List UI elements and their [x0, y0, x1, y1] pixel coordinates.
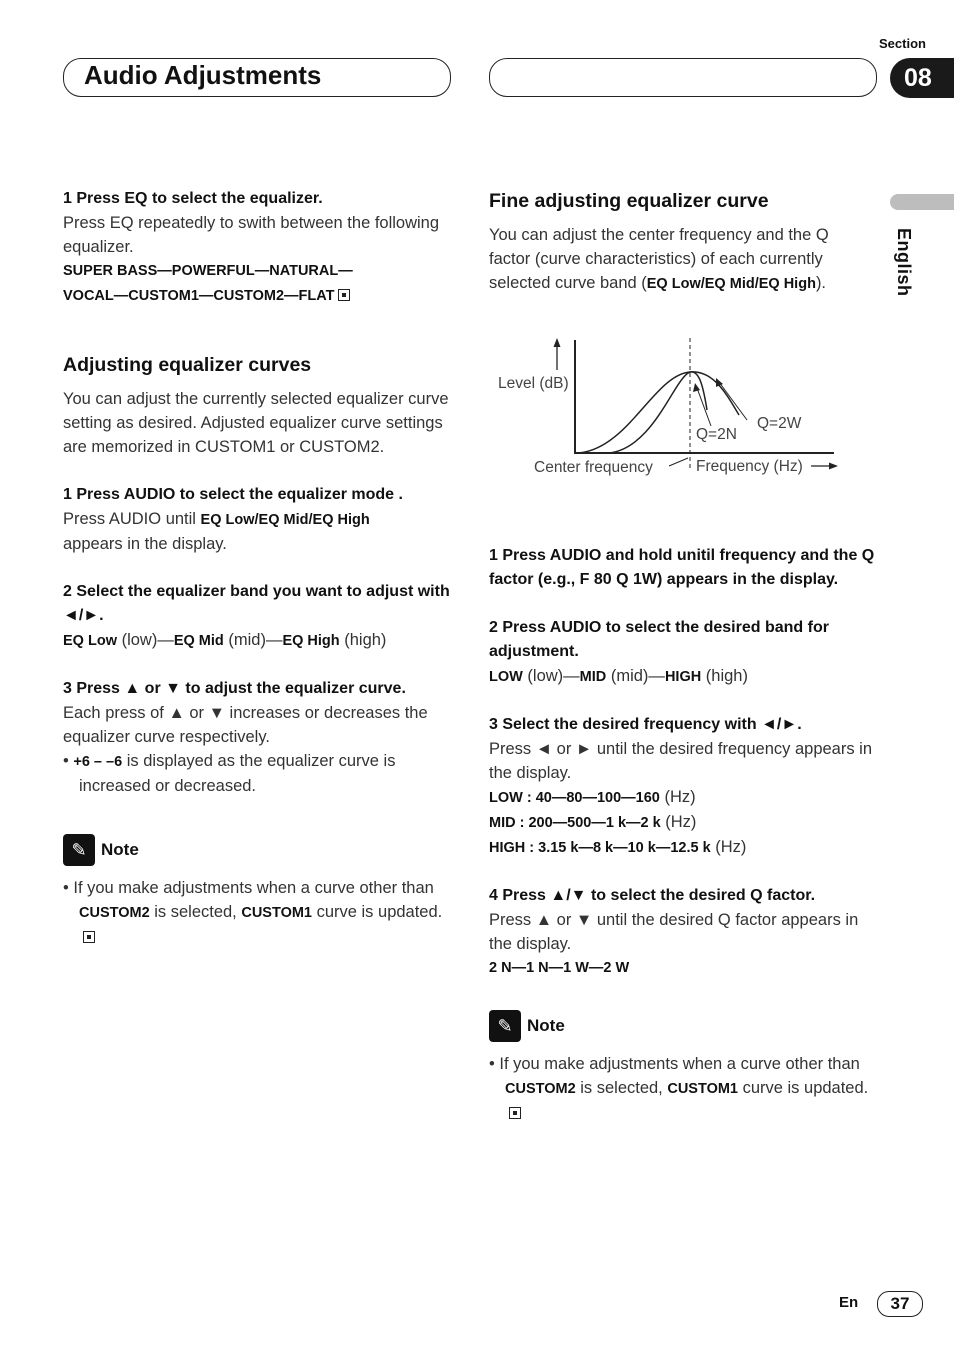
- eq-sequence-b: VOCAL—CUSTOM1—CUSTOM2—FLAT: [63, 288, 335, 304]
- freq-low-row: [489, 785, 877, 810]
- freq-low-values: LOW : 40—80—100—160: [489, 790, 660, 806]
- band-high: EQ High: [282, 633, 340, 649]
- fine-band-low-desc: (low)—: [522, 667, 580, 685]
- fine-band-sequence: [489, 664, 877, 689]
- note-pre-right: • If you make adjustments when a curve other than: [489, 1055, 860, 1073]
- bullet-mark: •: [63, 752, 74, 770]
- freq-high-values: HIGH : 3.15 k—8 k—10 k—12.5 k: [489, 840, 711, 856]
- right-column: [489, 189, 874, 296]
- right-column-steps: [489, 544, 877, 1125]
- eq-sequence-b-row: [63, 283, 455, 308]
- fine-band-mid: MID: [579, 669, 607, 685]
- note-header: [63, 834, 455, 866]
- band-high-desc: (high): [339, 631, 387, 649]
- freq-mid-values: MID : 200—500—1 k—2 k: [489, 815, 661, 831]
- note-pencil-icon: ✎: [489, 1010, 521, 1042]
- band-sequence: [63, 628, 455, 653]
- fine-post: ).: [815, 274, 827, 292]
- note-label: Note: [101, 840, 139, 859]
- adjust-step-1-text: [63, 507, 455, 532]
- adjusting-paragraph: You can adjust the currently selected equalizer curve setting as desired. Adjusted equalizer curve settings are memorized in CUSTOM1 or CUSTOM2.: [63, 390, 449, 456]
- note-pencil-icon: ✎: [63, 834, 95, 866]
- fine-step-4-text: Press ▲ or ▼ until the desired Q factor appears in the display.: [489, 911, 859, 953]
- note-text-right: [489, 1052, 877, 1125]
- hz-unit: (Hz): [659, 788, 696, 806]
- stop-icon: [83, 931, 95, 943]
- fine-bands: EQ Low/EQ Mid/EQ High: [646, 276, 816, 292]
- note-custom2-right: CUSTOM2: [505, 1081, 576, 1097]
- fine-step-2: 2 Press AUDIO to select the desired band for adjustment.: [489, 619, 829, 660]
- adjust-step-3: 3 Press ▲ or ▼ to adjust the equalizer curve.: [63, 680, 406, 697]
- hz-unit: (Hz): [660, 813, 697, 831]
- note-custom2: CUSTOM2: [79, 905, 150, 921]
- q2w-pointer: [719, 382, 747, 420]
- note-custom1-right: CUSTOM1: [667, 1081, 738, 1097]
- eq-curve-diagram: [489, 330, 869, 480]
- level-arrow-head: [554, 338, 561, 347]
- freq-arrow-head: [829, 463, 838, 470]
- q2n-arrow-head: [693, 383, 700, 392]
- heading-adjusting: Adjusting equalizer curves: [63, 354, 312, 376]
- freq-mid-row: [489, 810, 877, 835]
- fine-step-1: 1 Press AUDIO and hold unitil frequency and the Q factor (e.g., F 80 Q 1W) appears in the display.: [489, 547, 875, 588]
- note-custom1: CUSTOM1: [241, 905, 312, 921]
- adjust-step-1: 1 Press AUDIO to select the equalizer mode .: [63, 486, 403, 503]
- stop-icon: [509, 1107, 521, 1119]
- section-number: 08: [890, 58, 954, 98]
- center-pointer: [669, 458, 688, 466]
- freq-high-row: [489, 835, 877, 860]
- eq-step-1-text: Press EQ repeatedly to swith between the following equalizer.: [63, 214, 440, 256]
- band-low-desc: (low)—: [116, 631, 174, 649]
- fine-band-low: LOW: [489, 669, 523, 685]
- adjust-step-2: 2 Select the equalizer band you want to adjust with ◄/►.: [63, 583, 450, 624]
- eq-step-1: 1 Press EQ to select the equalizer.: [63, 190, 323, 207]
- range-value: +6 – –6: [73, 754, 123, 770]
- band-mid-desc: (mid)—: [223, 631, 283, 649]
- footer-lang: En: [839, 1294, 859, 1311]
- fine-step-4: 4 Press ▲/▼ to select the desired Q factor.: [489, 887, 816, 904]
- level-label: Level (dB): [498, 375, 569, 392]
- frequency-label: Frequency (Hz): [696, 458, 803, 475]
- adjust-step-3-bullet: [63, 749, 455, 798]
- eq-sequence-a: SUPER BASS—POWERFUL—NATURAL—: [63, 263, 353, 279]
- note-mid-right: is selected,: [575, 1079, 668, 1097]
- note-post: curve is updated.: [312, 903, 443, 921]
- narrow-curve: [609, 372, 707, 453]
- band-low: EQ Low: [63, 633, 117, 649]
- header-right-frame: [489, 58, 877, 97]
- fine-band-high: HIGH: [664, 669, 702, 685]
- stop-icon: [338, 289, 350, 301]
- adjust-step-1-modes: EQ Low/EQ Mid/EQ High: [200, 512, 370, 528]
- language-tab: [890, 194, 954, 210]
- adjust-step-3-text: Each press of ▲ or ▼ increases or decreases the equalizer curve respectively.: [63, 704, 428, 746]
- fine-step-3: 3 Select the desired frequency with ◄/►.: [489, 716, 802, 733]
- heading-fine: Fine adjusting equalizer curve: [489, 190, 769, 212]
- bullet-text: is displayed as the equalizer curve is increased or decreased.: [79, 752, 396, 795]
- left-column: [63, 187, 455, 949]
- note-post-right: curve is updated.: [738, 1079, 869, 1097]
- fine-band-mid-desc: (mid)—: [606, 667, 665, 685]
- q2w-label: Q=2W: [757, 415, 802, 432]
- note-label-right: Note: [527, 1016, 565, 1035]
- note-header-right: [489, 1010, 877, 1042]
- fine-paragraph: [489, 223, 874, 296]
- fine-band-high-desc: (high): [701, 667, 748, 685]
- adjust-step-1-pre: Press AUDIO until: [63, 510, 201, 528]
- band-mid: EQ Mid: [173, 633, 224, 649]
- adjust-step-1-post: appears in the display.: [63, 535, 227, 553]
- q2n-label: Q=2N: [696, 426, 737, 443]
- note-mid: is selected,: [149, 903, 242, 921]
- note-pre: • If you make adjustments when a curve other than: [63, 879, 434, 897]
- fine-step-3-text: Press ◄ or ► until the desired frequency appears in the display.: [489, 740, 873, 782]
- section-label: Section: [879, 36, 926, 51]
- language-label: English: [894, 228, 914, 297]
- fine-pre: You can adjust the center frequency and the Q factor (curve characteristics) of each currently selected curve band (: [489, 226, 829, 292]
- note-text: [63, 876, 455, 949]
- page-title: Audio Adjustments: [84, 60, 322, 90]
- hz-unit: (Hz): [710, 838, 747, 856]
- q-factor-sequence: 2 N—1 N—1 W—2 W: [489, 960, 630, 976]
- center-frequency-label: Center frequency: [534, 459, 653, 476]
- page-number: 37: [877, 1291, 923, 1317]
